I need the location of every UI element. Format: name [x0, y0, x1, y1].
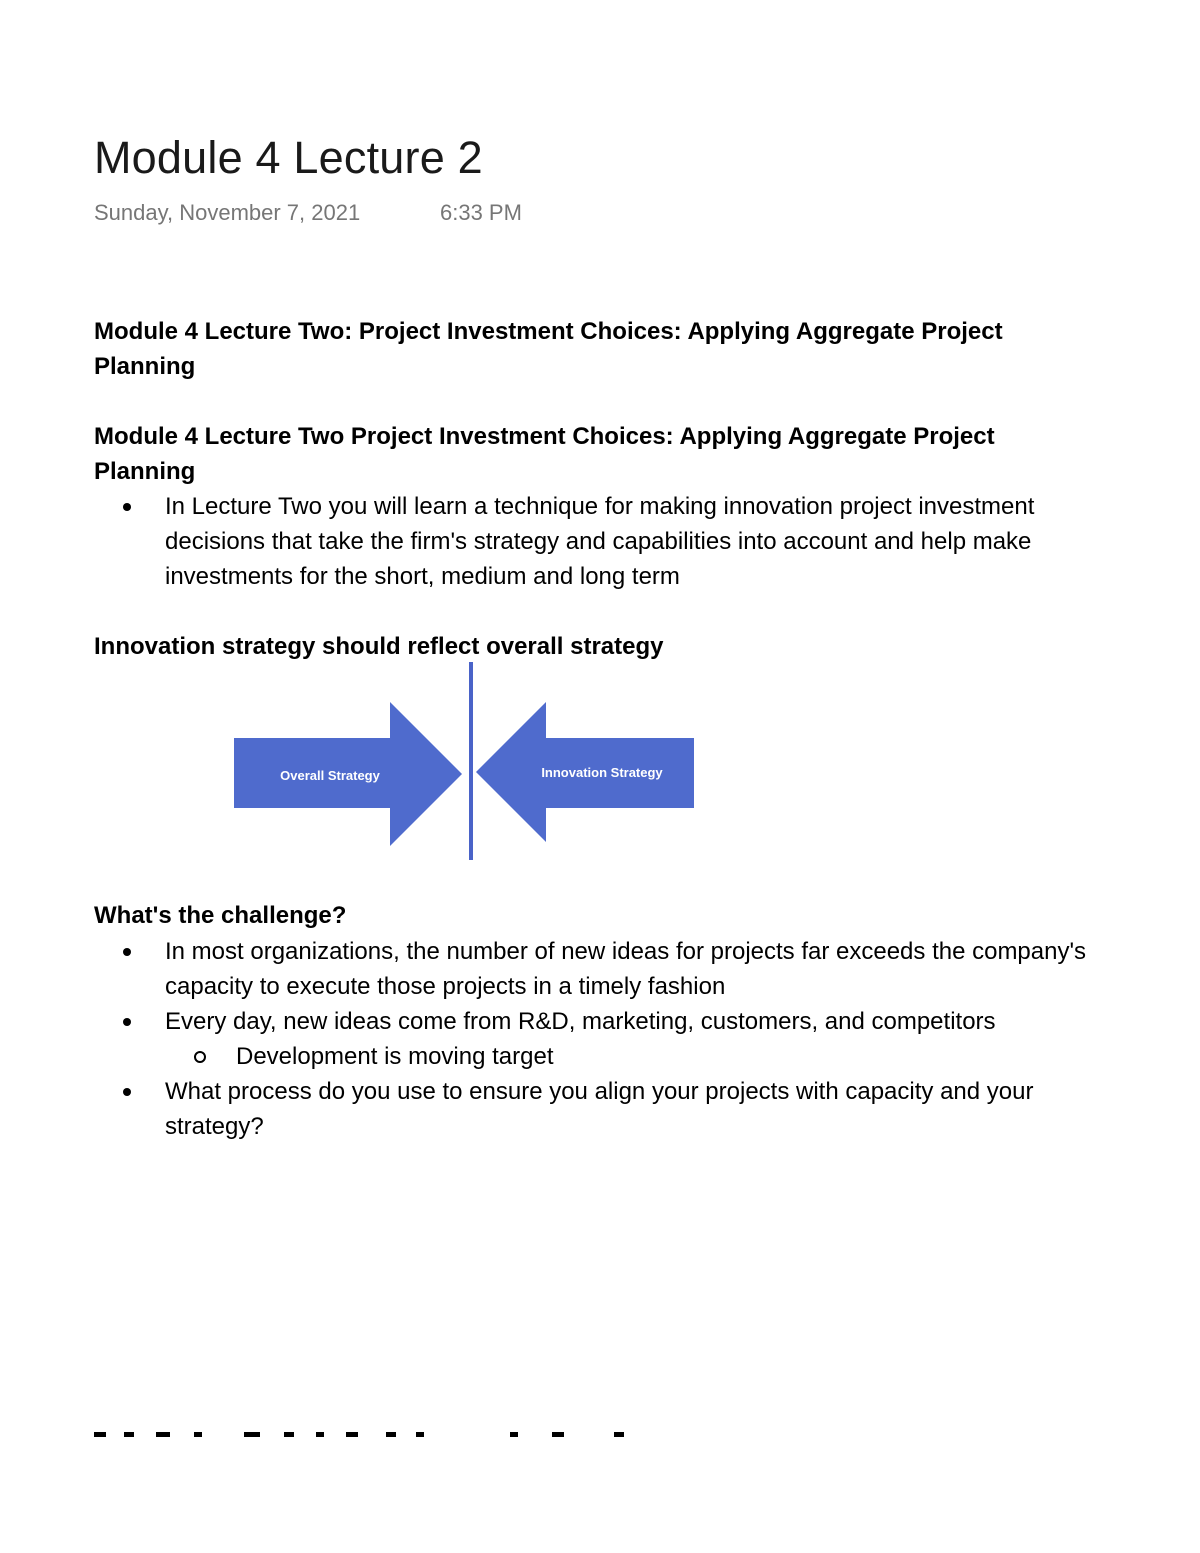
sub-list-item-text: Development is moving target	[236, 1043, 554, 1070]
page-title: Module 4 Lecture 2	[94, 132, 483, 183]
bullet-icon	[123, 948, 131, 956]
list-item-text: Every day, new ideas come from R&D, marketing, customers, and competitors	[165, 1008, 996, 1035]
bullet-icon	[123, 1088, 131, 1096]
section-heading-3: Innovation strategy should reflect overall strategy	[94, 633, 664, 660]
list-item-text: In Lecture Two you will learn a technique for making innovation project investment decisions that take the firm's strategy and capabilities into account and help make investments for the short, medium and long term	[165, 493, 1035, 590]
divider-line	[469, 662, 473, 860]
sub-list-item	[94, 1039, 1104, 1074]
list-item	[94, 1004, 1104, 1039]
cut-off-text-line	[94, 1432, 654, 1438]
challenge-bullet-list	[94, 934, 1104, 1144]
section-heading-1: Module 4 Lecture Two: Project Investment Choices: Applying Aggregate Project Planning	[94, 318, 1003, 380]
list-item-text: In most organizations, the number of new ideas for projects far exceeds the company's capacity to execute those projects in a timely fashion	[165, 938, 1087, 1000]
page-time: 6:33 PM	[440, 200, 522, 225]
innovation-strategy-label: Innovation Strategy	[541, 765, 663, 780]
bullet-icon	[123, 1018, 131, 1026]
list-item	[94, 489, 1104, 594]
intro-bullet-list	[94, 489, 1104, 594]
bullet-icon	[123, 503, 131, 511]
list-item	[94, 1074, 1104, 1144]
circle-bullet-icon	[194, 1051, 206, 1063]
section-heading-2: Module 4 Lecture Two Project Investment Choices: Applying Aggregate Project Planning	[94, 423, 995, 485]
list-item-text: What process do you use to ensure you align your projects with capacity and your strategy?	[165, 1078, 1034, 1140]
strategy-diagram	[232, 662, 698, 864]
section-heading-4: What's the challenge?	[94, 902, 347, 929]
list-item	[94, 934, 1104, 1004]
page-date: Sunday, November 7, 2021	[94, 200, 361, 225]
overall-strategy-label: Overall Strategy	[280, 768, 380, 783]
